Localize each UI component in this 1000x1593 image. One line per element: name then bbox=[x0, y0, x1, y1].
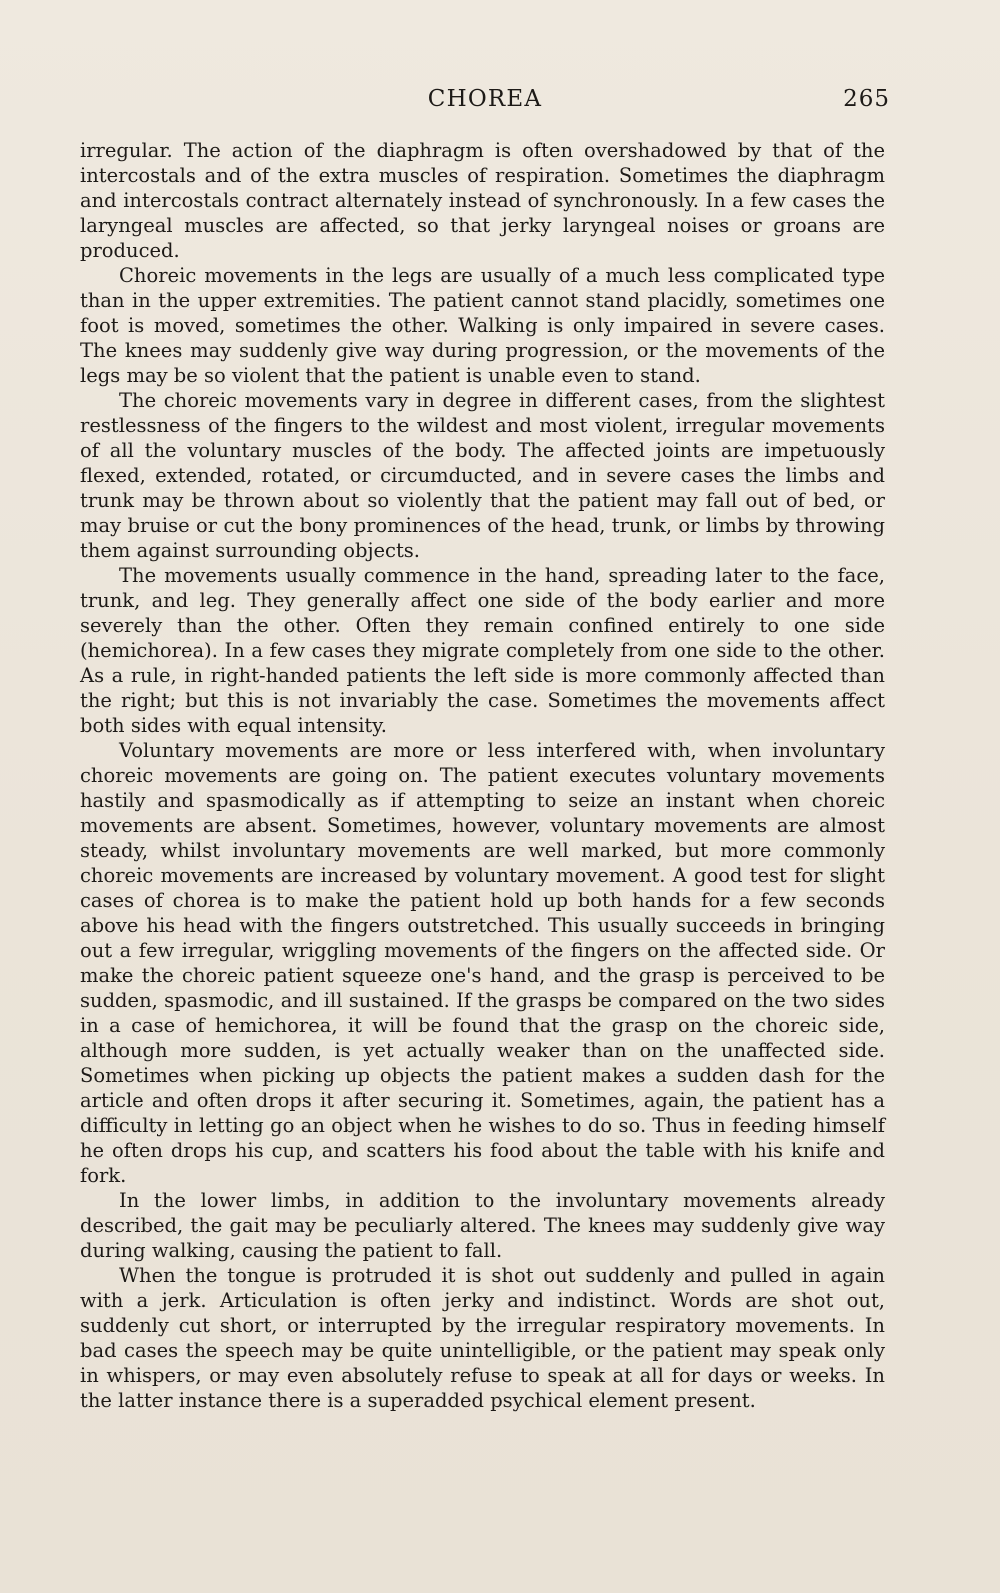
paragraph-2: Choreic movements in the legs are usually of a much less complicated type than in the upper extremities. The patient cannot stand placidly, sometimes one foot is moved, sometimes the other. Walking is only impaired in severe cases. The knees may suddenly give way during progression, or the movements of the legs may be so violent that the patient is unable even to stand. bbox=[80, 264, 885, 387]
page-body bbox=[80, 138, 885, 1413]
paragraph-6: In the lower limbs, in addition to the involuntary movements already described, the gait may be peculiarly altered. The knees may suddenly give way during walking, causing the patient to fall. bbox=[80, 1189, 885, 1262]
paragraph-3: The choreic movements vary in degree in different cases, from the slightest restlessness of the fingers to the wildest and most violent, irregular movements of all the voluntary muscles of the body. The affected joints are impetuously flexed, extended, rotated, or circumducted, and in severe cases the limbs and trunk may be thrown about so violently that the patient may fall out of bed, or may bruise or cut the bony prominences of the head, trunk, or limbs by throwing them against surrounding objects. bbox=[80, 389, 885, 562]
paragraph-1: irregular. The action of the diaphragm is often overshadowed by that of the intercostals and of the extra muscles of respiration. Sometimes the diaphragm and intercostals contract alternately instead of synchronously. In a few cases the laryngeal muscles are affected, so that jerky laryngeal noises or groans are produced. bbox=[80, 139, 885, 262]
running-title: CHOREA bbox=[427, 86, 543, 112]
page-header bbox=[80, 86, 890, 120]
page-number: 265 bbox=[843, 86, 890, 112]
paragraph-4: The movements usually commence in the hand, spreading later to the face, trunk, and leg. They generally affect one side of the body earlier and more severely than the other. Often they remain confined entirely to one side (hemichorea). In a few cases they migrate completely from one side to the other. As a rule, in right-handed patients the left side is more commonly affected than the right; but this is not invariably the case. Sometimes the movements affect both sides with equal intensity. bbox=[80, 564, 885, 737]
paragraph-5: Voluntary movements are more or less interfered with, when involuntary choreic movements are going on. The patient executes voluntary movements hastily and spasmodically as if attempting to seize an instant when choreic movements are absent. Sometimes, however, voluntary movements are almost steady, whilst involuntary movements are well marked, but more commonly choreic movements are increased by voluntary movement. A good test for slight cases of chorea is to make the patient hold up both hands for a few seconds above his head with the fingers outstretched. This usually succeeds in bringing out a few irregular, wriggling movements of the fingers on the affected side. Or make the choreic patient squeeze one's hand, and the grasp is perceived to be sudden, spasmodic, and ill sustained. If the grasps be compared on the two sides in a case of hemichorea, it will be found that the grasp on the choreic side, although more sudden, is yet actually weaker than on the unaffected side. Sometimes when picking up objects the patient makes a sudden dash for the article and often drops it after securing it. Sometimes, again, the patient has a difficulty in letting go an object when he wishes to do so. Thus in feeding himself he often drops his cup, and scatters his food about the table with his knife and fork. bbox=[80, 739, 885, 1187]
paragraph-7: When the tongue is protruded it is shot out suddenly and pulled in again with a jerk. Articulation is often jerky and indistinct. Words are shot out, suddenly cut short, or interrupted by the irregular respiratory movements. In bad cases the speech may be quite unintelligible, or the patient may speak only in whispers, or may even absolutely refuse to speak at all for days or weeks. In the latter instance there is a superadded psychical element present. bbox=[80, 1264, 885, 1412]
